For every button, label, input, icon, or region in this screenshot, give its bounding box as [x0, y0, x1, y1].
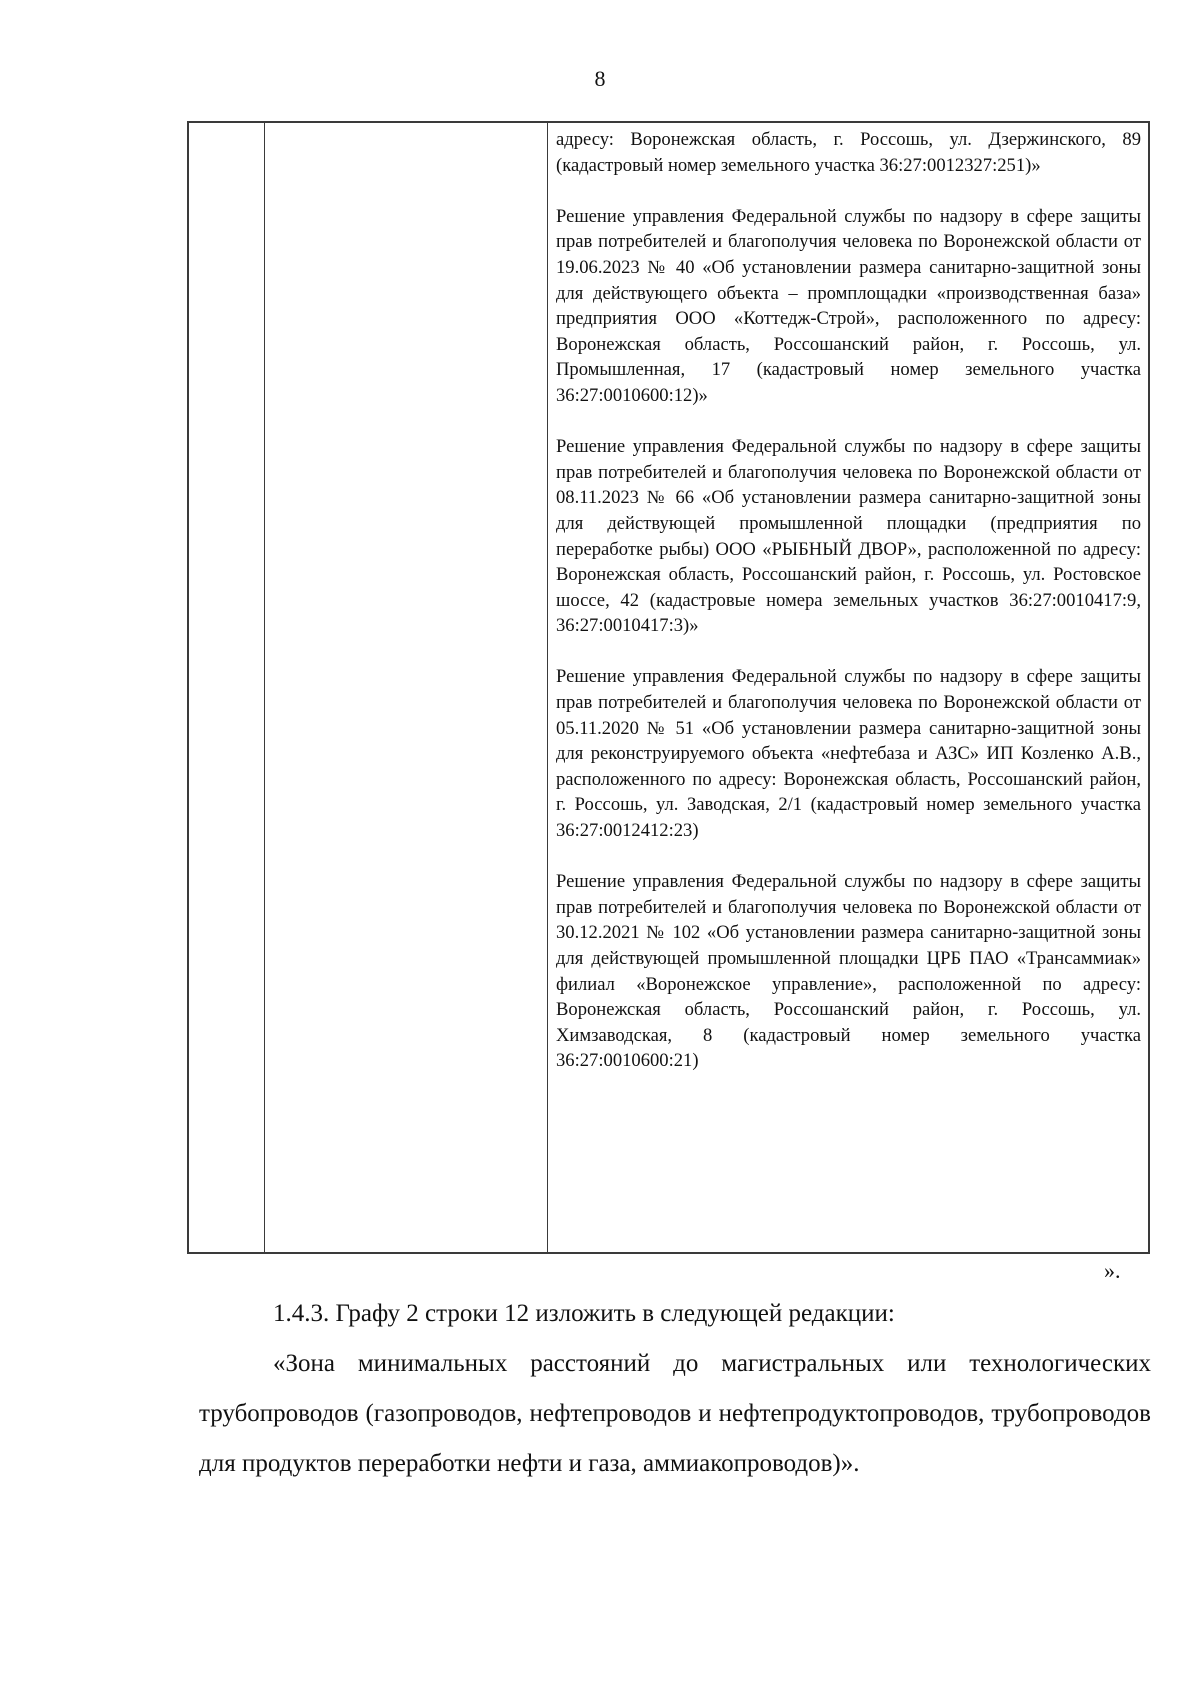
table-column-divider [264, 123, 265, 1252]
amendment-table [187, 121, 1150, 1254]
table-cell-column-3 [556, 127, 1141, 1074]
table-paragraph: Решение управления Федеральной службы по надзору в сфере защиты прав потребителей и благополучия человека по Воронежской области от 19.06.2023 № 40 «Об установлении размера санитарно-защитной зоны для действующего объекта – промплощадки «производственная база» предприятия ООО «Коттедж-Строй», расположенного по адресу: Воронежская область, Россошанский район, г. Россошь, ул. Промышленная, 17 (кадастровый номер земельного участка 36:27:0010600:12)» [556, 205, 1141, 406]
table-paragraph: адресу: Воронежская область, г. Россошь, ул. Дзержинского, 89 (кадастровый номер земельного участка 36:27:0012327:251)» [556, 129, 1141, 176]
table-paragraph: Решение управления Федеральной службы по надзору в сфере защиты прав потребителей и благополучия человека по Воронежской области от 30.12.2021 № 102 «Об установлении размера санитарно-защитной зоны для действующей промышленной площадки ЦРБ ПАО «Трансаммиак» филиал «Воронежское управление», расположенной по адресу: Воронежская область, Россошанский район, г. Россошь, ул. Химзаводская, 8 (кадастровый номер земельного участка 36:27:0010600:21) [556, 871, 1141, 1072]
page-number: 8 [594, 66, 606, 91]
table-column-divider [547, 123, 548, 1252]
table-closing-quote: ». [1104, 1258, 1121, 1283]
section-quote-text: «Зона минимальных расстояний до магистральных или технологических трубопроводов (газопроводов, нефтепроводов и нефтепродуктопроводов, трубопроводов для продуктов переработки нефти и газа, аммиакопроводов)». [199, 1350, 1151, 1477]
table-paragraph: Решение управления Федеральной службы по надзору в сфере защиты прав потребителей и благополучия человека по Воронежской области от 08.11.2023 № 66 «Об установлении размера санитарно-защитной зоны для действующей промышленной площадки (предприятия по переработке рыбы) ООО «РЫБНЫЙ ДВОР», расположенной по адресу: Воронежская область, Россошанский район, г. Россошь, ул. Ростовское шоссе, 42 (кадастровые номера земельных участков 36:27:0010417:9, 36:27:0010417:3)» [556, 436, 1141, 637]
section-item-1-4-3: 1.4.3. Графу 2 строки 12 изложить в следующей редакции: [273, 1300, 895, 1327]
table-paragraph: Решение управления Федеральной службы по надзору в сфере защиты прав потребителей и благополучия человека по Воронежской области от 05.11.2020 № 51 «Об установлении размера санитарно-защитной зоны для реконструируемого объекта «нефтебаза и АЗС» ИП Козленко А.В., расположенного по адресу: Воронежская область, Россошанский район, г. Россошь, ул. Заводская, 2/1 (кадастровый номер земельного участка 36:27:0012412:23) [556, 666, 1141, 842]
